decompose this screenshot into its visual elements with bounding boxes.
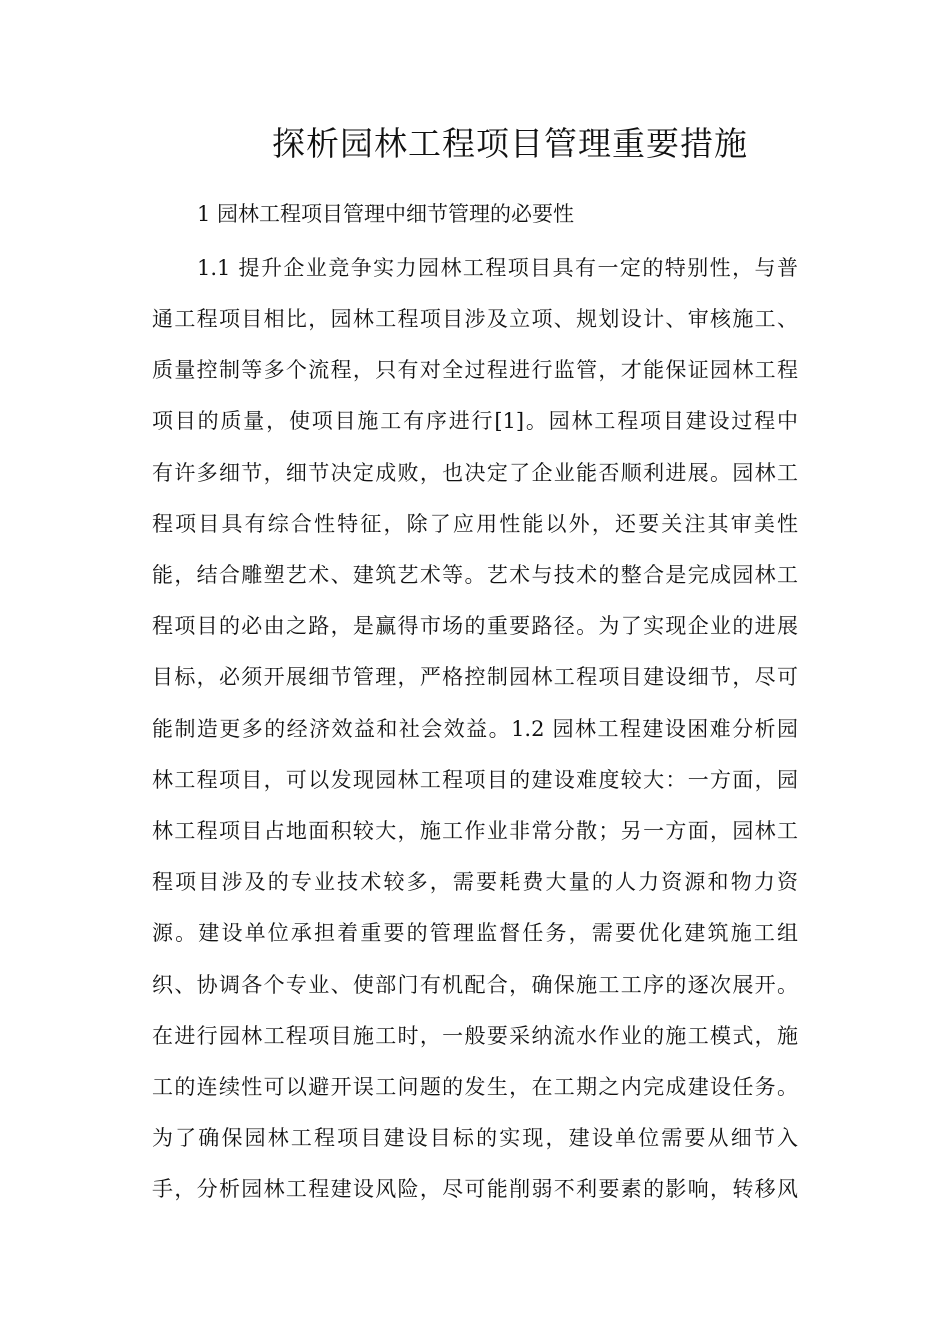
paragraph-line: 在进行园林工程项目施工时，一般要采纳流水作业的施工模式，施 [152, 1024, 798, 1048]
paragraph-line: 为了确保园林工程项目建设目标的实现，建设单位需要从细节入 [152, 1126, 798, 1150]
paragraph-line: 程项目的必由之路，是赢得市场的重要路径。为了实现企业的进展 [152, 614, 798, 638]
paragraph-line: 能制造更多的经济效益和社会效益。1.2 园林工程建设困难分析园 [152, 717, 798, 741]
paragraph-line: 手，分析园林工程建设风险，尽可能削弱不利要素的影响，转移风 [152, 1177, 798, 1201]
paragraph-line: 目标，必须开展细节管理，严格控制园林工程项目建设细节，尽可 [152, 665, 798, 689]
paragraph-line: 工的连续性可以避开误工问题的发生，在工期之内完成建设任务。 [152, 1075, 798, 1099]
section-heading: 1 园林工程项目管理中细节管理的必要性 [197, 202, 575, 226]
paragraph-line: 源。建设单位承担着重要的管理监督任务，需要优化建筑施工组 [152, 921, 798, 945]
paragraph-line: 程项目具有综合性特征，除了应用性能以外，还要关注其审美性 [152, 512, 798, 536]
paragraph-line: 能，结合雕塑艺术、建筑艺术等。艺术与技术的整合是完成园林工 [152, 563, 798, 587]
paragraph-line: 项目的质量，使项目施工有序进行[1]。园林工程项目建设过程中 [152, 409, 798, 433]
paragraph-line: 质量控制等多个流程，只有对全过程进行监管，才能保证园林工程 [152, 358, 798, 382]
document-title: 探析园林工程项目管理重要措施 [272, 124, 748, 163]
paragraph-line: 林工程项目，可以发现园林工程项目的建设难度较大：一方面，园 [152, 768, 798, 792]
paragraph-line: 林工程项目占地面积较大，施工作业非常分散；另一方面，园林工 [152, 819, 798, 843]
paragraph-line: 程项目涉及的专业技术较多，需要耗费大量的人力资源和物力资 [152, 870, 798, 894]
paragraph-line: 织、协调各个专业、使部门有机配合，确保施工工序的逐次展开。 [152, 973, 798, 997]
paragraph-line: 通工程项目相比，园林工程项目涉及立项、规划设计、审核施工、 [152, 307, 798, 331]
paragraph-line: 1.1 提升企业竞争实力园林工程项目具有一定的特别性，与普 [197, 256, 798, 280]
paragraph-line: 有许多细节，细节决定成败，也决定了企业能否顺利进展。园林工 [152, 461, 798, 485]
